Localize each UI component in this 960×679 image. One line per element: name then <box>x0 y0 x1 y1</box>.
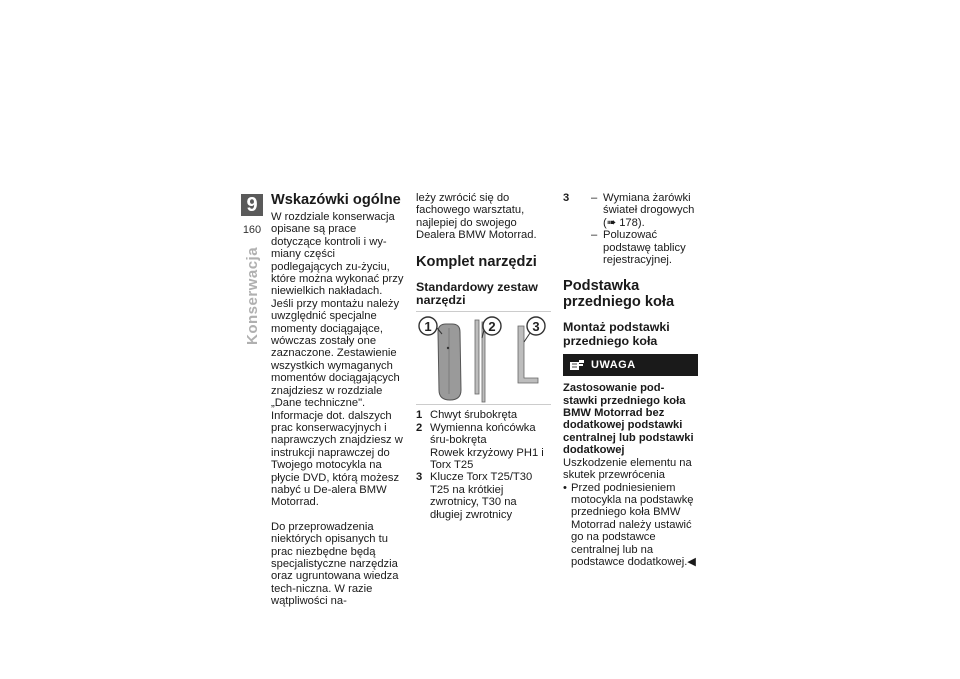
page-number: 160 <box>242 224 262 236</box>
list-item <box>416 409 551 421</box>
step-action <box>591 192 698 229</box>
item-number: 2 <box>416 421 423 434</box>
section-heading-toolkit: Komplet narzędzi <box>416 253 537 270</box>
paragraph: Jeśli przy montażu należy uwzględnić specjalne momenty dociągające, wówczas zostały one zaznaczone. Zestawienie wszystkich wymaganych momentów dociągających znajdziesz w rozdziale „Dane techniczne". <box>271 297 400 410</box>
handle-dot <box>447 347 449 349</box>
list-item <box>563 482 698 569</box>
list-item <box>416 471 551 521</box>
item-text <box>430 422 551 472</box>
warning-banner <box>563 354 698 376</box>
callout-label-3: 3 <box>532 319 540 335</box>
paragraph: Do przeprowadzenia niektórych opisanych tu prac niezbędne będą specjalistyczne narzędzia oraz ugruntowana wiedza tech-niczna. W razie wątpliwości na- <box>271 520 399 608</box>
chapter-side-title: Konserwacja <box>244 246 261 345</box>
dash-marker: – <box>591 192 598 204</box>
bit-shaft <box>475 320 479 394</box>
paragraph-continuation: leży zwrócić się do fachowego warsztatu, najlepiej do swojego Dealera BMW Motorrad. <box>416 192 537 242</box>
toolkit-drawing <box>416 312 551 404</box>
column-2 <box>416 192 551 521</box>
item-number: 3 <box>416 471 423 484</box>
step-action <box>591 229 698 266</box>
callout-label-1: 1 <box>424 319 432 335</box>
toolkit-item-list <box>416 409 551 521</box>
column-1 <box>271 192 406 608</box>
chapter-number: 9 <box>241 194 263 216</box>
item-text <box>430 471 551 521</box>
item-line: Klucze Torx T25/T30 <box>430 471 533 484</box>
paragraph: Informacje dot. dalszych prac konserwacyjnych i naprawczych znajdziesz w instrukcji naprawczej do Twojego motocykla na płycie DVD, którą możesz nabyć u De-alera BMW Motorrad. <box>271 409 403 509</box>
column-3 <box>563 192 698 568</box>
step-number: 3 <box>563 192 570 204</box>
section-heading-front-stand: Podstawka przedniego koła <box>563 278 675 311</box>
item-number: 1 <box>416 409 423 422</box>
subheading-standard-toolkit: Standardowy zestaw narzędzi <box>416 279 538 308</box>
paragraph: W rozdziale konserwacja opisane są prace dotyczące kontroli i wy-miany części podlegających zu-życiu, które można wykonać przy niewielkich nakładach. <box>271 211 404 298</box>
item-line: Wymienna końcówka śru-bokręta <box>430 421 536 447</box>
section-heading-general-notes: Wskazówki ogólne <box>271 192 401 208</box>
item-line: Rowek krzyżowy PH1 i Torx T25 <box>430 446 544 472</box>
bullet-text: Przed podniesieniem motocykla na podstawkę przedniego koła BMW Motorrad należy ustawić go na podstawce centralnej lub na podstawce dodatkowej.◀ <box>571 481 696 568</box>
warning-title: Zastosowanie pod-stawki przedniego koła BMW Motorrad bez dodatkowej podstawki centralnej lub podstawki dodatkowej <box>563 382 694 457</box>
callout-line-3 <box>524 333 530 342</box>
item-text: Chwyt śrubokręta <box>430 409 518 422</box>
procedure-step <box>563 192 698 266</box>
dash-marker: – <box>591 229 598 242</box>
bullet-marker: • <box>563 481 567 494</box>
toolkit-illustration <box>416 311 551 405</box>
list-item <box>416 422 551 472</box>
callout-label-2: 2 <box>488 319 496 335</box>
item-line: T25 na krótkiej zwrotnicy, T30 na długiej zwrotnicy <box>430 483 517 521</box>
subheading-front-stand-mounting: Montaż podstawki przedniego koła <box>563 320 670 348</box>
warning-label: UWAGA <box>591 359 636 372</box>
warning-hand-icon <box>569 358 585 372</box>
step-text: Poluzować podstawę tablicy rejestracyjnej. <box>603 229 686 267</box>
step-text: Wymiana żarówki świateł drogowych (➠ 178). <box>603 192 695 229</box>
warning-consequence: Uszkodzenie elementu na skutek przewrócenia <box>563 456 692 482</box>
